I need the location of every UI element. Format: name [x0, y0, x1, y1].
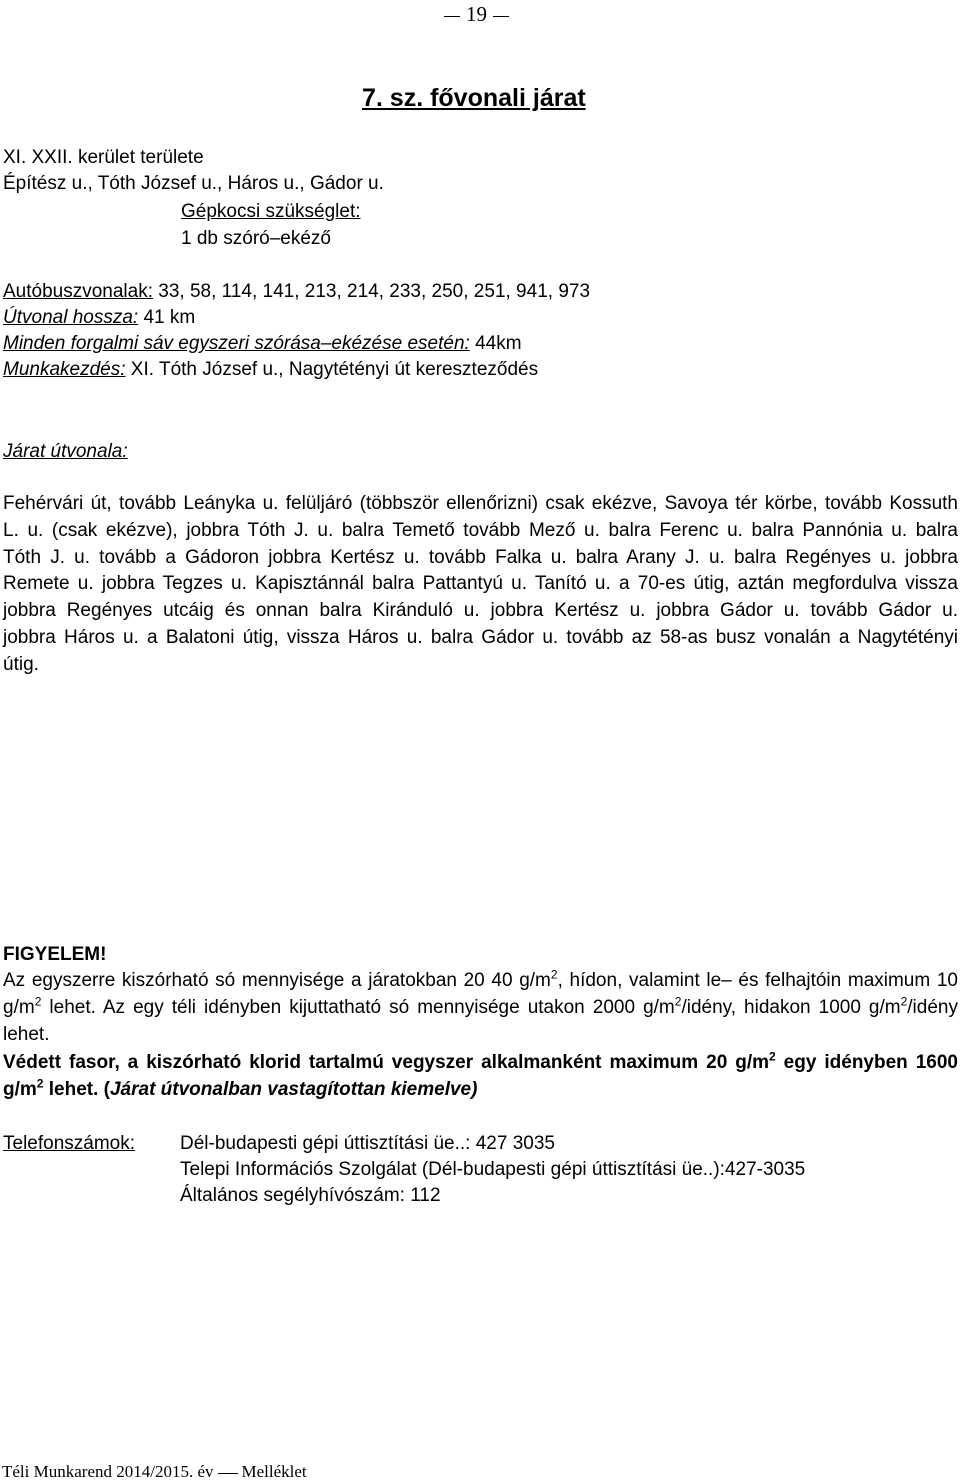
protected-text-1: Védett fasor, a kiszórható klorid tartalmú vegyszer alkalmanként maximum 20 g/m [3, 1052, 770, 1073]
vehicle-need-label: Gépkocsi szükséglet: [181, 201, 361, 222]
footer-right: Melléklet [241, 1462, 307, 1481]
route-description: Fehérvári út, tovább Leányka u. felüljáró (többször ellenőrizni) csak ekézve, Savoya tér körbe, tovább Kossuth L. u. (csak ekézve), jobbra Tóth J. u. balra Temető tovább Mező u. balra Ferenc u. balra Pannónia u. balra Tóth J. u. tovább a Gádoron jobbra Kertész u. tovább Falka u. balra Arany J. u. balra Regényes u. jobbra Remete u. jobbra Tegzes u. Kapisztánnál balra Pattantyú u. Tanító u. a 70-es útig, aztán megfordulva vissza jobbra Regényes utcáig és onnan balra Kiránduló u. jobbra Kertész u. jobbra Gádor u. tovább Gádor u. jobbra Háros u. a Balatoni útig, vissza Háros u. balra Gádor u. tovább az 58-as busz vonalán a Nagytétényi útig. [3, 493, 958, 675]
superscript: 2 [550, 967, 558, 982]
start-value: XI. Tóth József u., Nagytétényi út kereszteződés [130, 359, 539, 380]
page-number [438, 2, 515, 27]
start-label: Munkakezdés: [3, 359, 126, 380]
phone-line: Dél-budapesti gépi úttisztítási üe..: 427 3035 [180, 1133, 555, 1154]
superscript: 2 [769, 1049, 776, 1064]
warning-text-5: /idény lehet. [3, 996, 958, 1045]
warning-text-2: , hídon, valamint le– és felhajtóin maximum 10 g/m [3, 970, 958, 1018]
warning-heading: FIGYELEM! [3, 944, 107, 965]
warning-paragraph [3, 968, 958, 1048]
vehicle-need-value: 1 db szóró–ekéző [181, 228, 331, 249]
district-line: XI. XXII. kerület területe [3, 147, 204, 168]
superscript: 2 [34, 994, 42, 1009]
route-length-line [3, 305, 195, 331]
protected-trees-paragraph [3, 1050, 958, 1104]
phone-line: Általános segélyhívószám: 112 [180, 1185, 441, 1206]
warning-text-3: lehet. Az egy téli idényben kijuttatható só mennyisége utakon 2000 g/m [41, 996, 675, 1018]
warning-text-1: Az egyszerre kiszórható só mennyisége a járatokban 20 40 g/m [3, 970, 551, 991]
footer [2, 1462, 307, 1482]
footer-dash [218, 1473, 238, 1474]
page-title: 7. sz. fővonali járat [362, 84, 586, 112]
superscript: 2 [36, 1076, 44, 1091]
page-number-value: 19 [466, 2, 487, 26]
per-lane-line [3, 331, 522, 357]
phones-label: Telefonszámok: [3, 1133, 136, 1154]
superscript: 2 [674, 994, 682, 1009]
bus-lines-line [3, 279, 590, 305]
route-length-label: Útvonal hossza: [3, 307, 139, 328]
streets-line: Építész u., Tóth József u., Háros u., Gádor u. [3, 173, 384, 194]
protected-text-italic: Járat útvonalban vastagítottan kiemelve) [109, 1078, 478, 1100]
footer-left: Téli Munkarend 2014/2015. év [2, 1462, 214, 1481]
route-length-value: 41 km [143, 307, 196, 328]
protected-text-3: lehet. ( [43, 1078, 110, 1100]
dash-right [493, 16, 509, 17]
phone-line: Telepi Információs Szolgálat (Dél-budapesti gépi úttisztítási üe..):427-3035 [180, 1159, 806, 1180]
protected-text-2: egy idényben 1600 g/m [3, 1052, 959, 1100]
dash-left [444, 16, 460, 17]
bus-lines-value: 33, 58, 114, 141, 213, 214, 233, 250, 251, 941, 973 [158, 281, 591, 302]
bus-lines-label: Autóbuszvonalak: [3, 281, 153, 302]
per-lane-value: 44km [475, 333, 522, 354]
warning-text-4: /idény, hidakon 1000 g/m [681, 996, 901, 1018]
route-heading: Járat útvonala: [3, 441, 128, 462]
per-lane-label: Minden forgalmi sáv egyszeri szórása–ekézése esetén: [3, 333, 470, 354]
superscript: 2 [900, 994, 908, 1009]
start-line [3, 357, 538, 383]
